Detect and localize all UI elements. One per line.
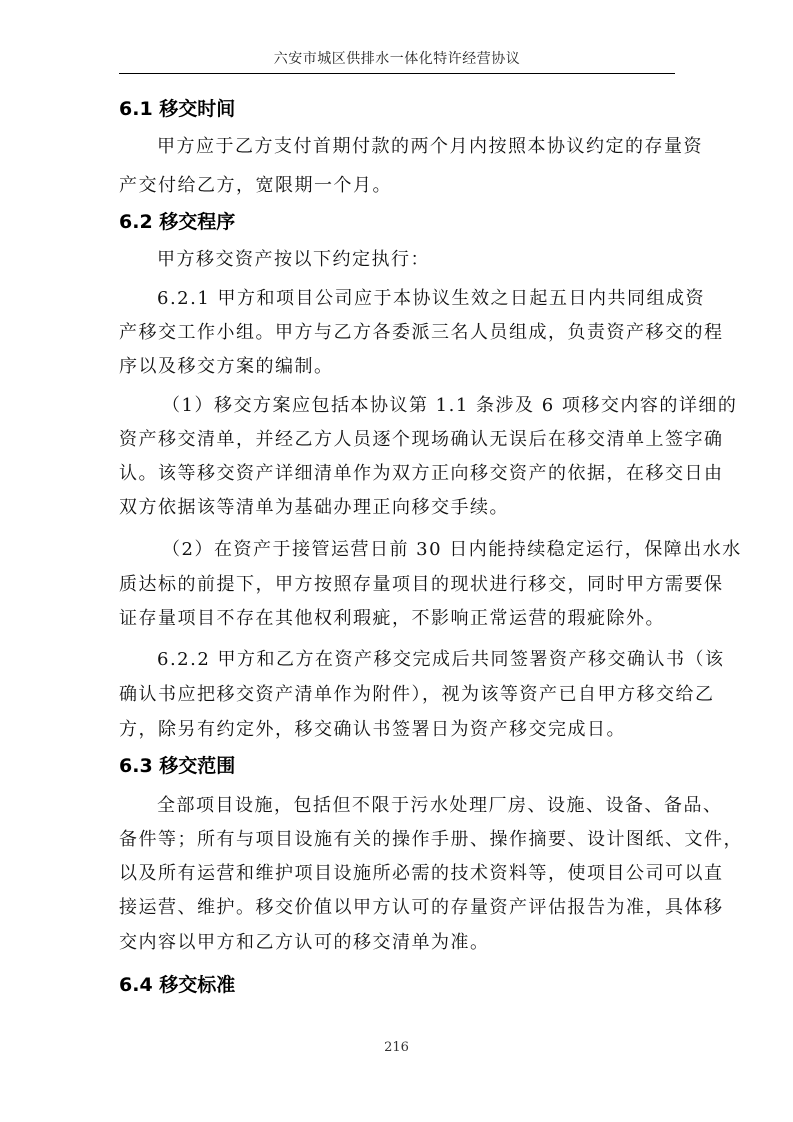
paragraph-line: 交内容以甲方和乙方认可的移交清单为准。 [119,932,490,953]
section-heading-6-1: 6.1 移交时间 [119,98,236,120]
page-number: 216 [384,1040,409,1055]
paragraph-line: 产交付给乙方，宽限期一个月。 [119,175,392,196]
paragraph-line: 接运营、维护。移交价值以甲方认可的存量资产评估报告为准，具体移 [119,897,724,918]
paragraph-line: 资产移交清单，并经乙方人员逐个现场确认无误后在移交清单上签字确 [119,429,724,450]
paragraph-line: 甲方应于乙方支付首期付款的两个月内按照本协议约定的存量资 [157,136,703,157]
paragraph-line: 甲方移交资产按以下约定执行： [157,249,430,270]
paragraph-line: 以及所有运营和维护项目设施所必需的技术资料等，使项目公司可以直 [119,863,724,884]
paragraph-line: 确认书应把移交资产清单作为附件），视为该等资产已自甲方移交给乙 [119,684,715,705]
paragraph-line: 质达标的前提下，甲方按照存量项目的现状进行移交，同时甲方需要保 [119,574,724,595]
paragraph-line: 认。该等移交资产详细清单作为双方正向移交资产的依据，在移交日由 [119,463,724,484]
section-heading-6-2: 6.2 移交程序 [119,211,236,233]
paragraph-line: 全部项目设施，包括但不限于污水处理厂房、设施、设备、备品、 [157,795,723,816]
header-rule [119,73,675,74]
paragraph-line: （2）在资产于接管运营日前 30 日内能持续稳定运行，保障出水水 [162,539,742,560]
paragraph-line: 序以及移交方案的编制。 [119,356,334,377]
paragraph-line: 方，除另有约定外，移交确认书签署日为资产移交完成日。 [119,719,626,740]
paragraph-line: 备件等；所有与项目设施有关的操作手册、操作摘要、设计图纸、文件， [119,829,743,850]
paragraph-line: 6.2.2 甲方和乙方在资产移交完成后共同签署资产移交确认书（该 [157,649,725,670]
section-heading-6-3: 6.3 移交范围 [119,755,236,777]
paragraph-line: 产移交工作小组。甲方与乙方各委派三名人员组成，负责资产移交的程 [119,322,724,343]
paragraph-line: （1）移交方案应包括本协议第 1.1 条涉及 6 项移交内容的详细的 [162,395,738,416]
paragraph-line: 6.2.1 甲方和项目公司应于本协议生效之日起五日内共同组成资 [157,288,706,309]
paragraph-line: 证存量项目不存在其他权利瑕疵，不影响正常运营的瑕疵除外。 [119,608,665,629]
paragraph-line: 双方依据该等清单为基础办理正向移交手续。 [119,497,509,518]
section-heading-6-4: 6.4 移交标准 [119,974,236,996]
page-header-title: 六安市城区供排水一体化特许经营协议 [273,51,521,67]
